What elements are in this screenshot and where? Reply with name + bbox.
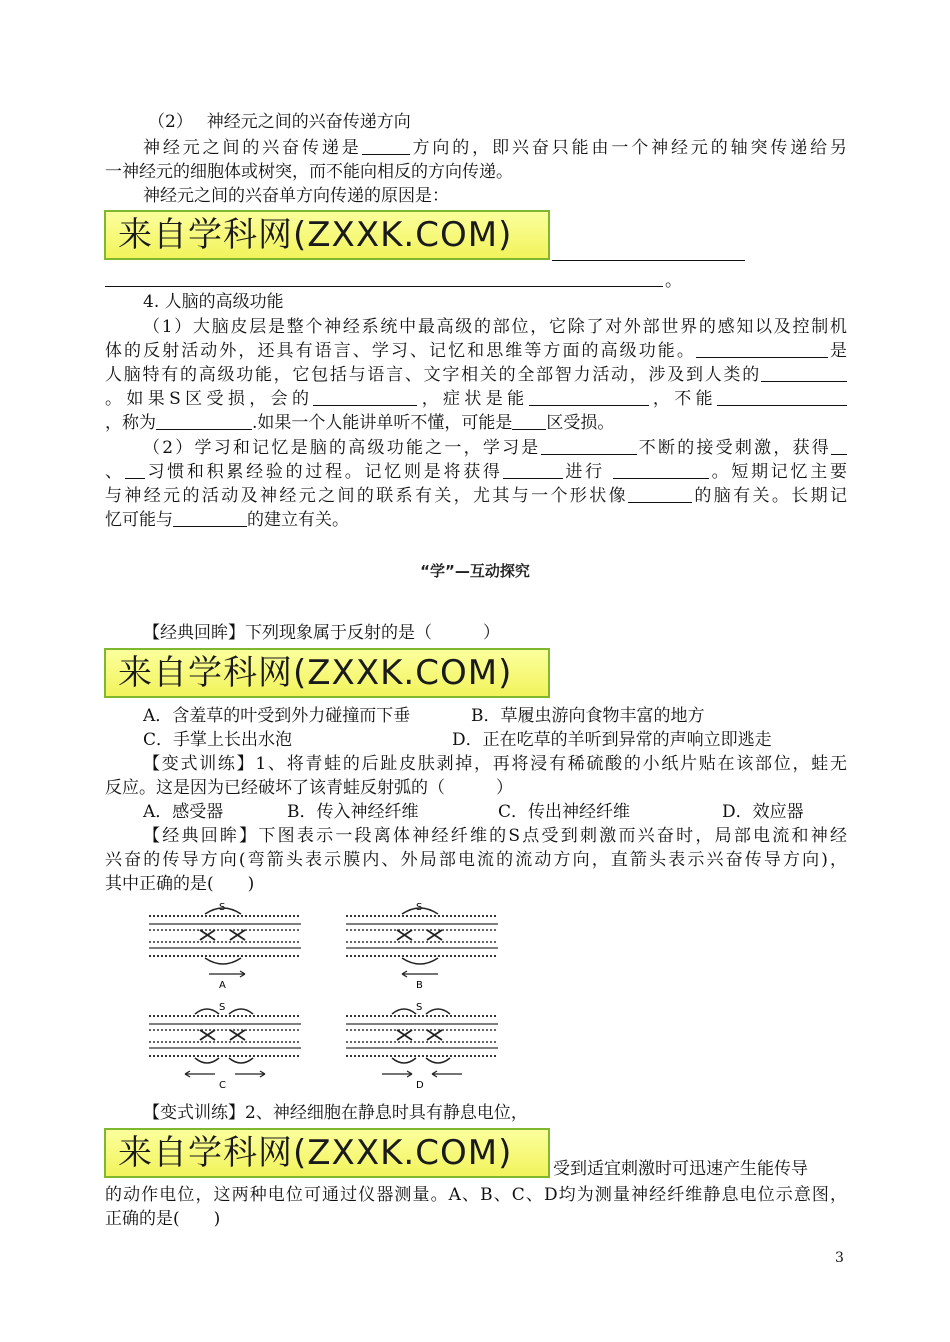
nerve-diagram-c[interactable]	[145, 1000, 305, 1092]
paragraph-line: 神经元之间的兴奋传递是 方向的，即兴奋只能由一个神经元的轴突传递给另	[143, 138, 848, 158]
paragraph-line: （1）大脑皮层是整个神经系统中最高级的部位，它除了对外部世界的感知以及控制机	[143, 317, 847, 337]
question-stem: 【经典回眸】下列现象属于反射的是（ ）	[143, 623, 500, 643]
nerve-diagram-b[interactable]	[342, 900, 502, 992]
question-stem: 正确的是( )	[105, 1209, 221, 1229]
fill-blank[interactable]	[125, 462, 145, 479]
stimulus-label: S	[219, 902, 226, 913]
fill-blank[interactable]	[503, 462, 563, 479]
stimulus-label: S	[416, 1002, 423, 1013]
question-stem: 反应。这是因为已经破坏了该青蛙反射弧的（ ）	[105, 778, 513, 798]
option-c[interactable]: C．传出神经纤维	[498, 802, 631, 822]
fill-blank[interactable]	[313, 389, 417, 406]
fill-blank[interactable]	[541, 438, 637, 455]
fill-blank[interactable]	[717, 389, 847, 406]
fill-blank[interactable]	[831, 438, 847, 455]
stimulus-label: S	[219, 1002, 226, 1013]
answer-line[interactable]	[552, 260, 745, 261]
diagram-label: B	[416, 980, 423, 991]
question-stem: 的动作电位，这两种电位可通过仪器测量。A、B、C、D均为测量神经纤维静息电位示意图，	[105, 1185, 847, 1205]
paragraph-line: 。如果S区受损，会的 ，症状是能 ，不能	[105, 388, 847, 410]
fill-blank[interactable]	[529, 389, 649, 406]
option-c[interactable]: C．手掌上长出水泡	[143, 730, 293, 750]
section-heading: 4. 人脑的高级功能	[143, 292, 284, 312]
question-stem: 【经典回眸】下图表示一段离体神经纤维的S点受到刺激而兴奋时，局部电流和神经	[143, 826, 847, 846]
page-number: 3	[835, 1250, 844, 1266]
option-b[interactable]: B．草履虫游向食物丰富的地方	[471, 706, 705, 726]
fill-blank[interactable]	[512, 413, 546, 430]
end-period: 。	[665, 271, 682, 291]
fill-blank[interactable]	[156, 413, 252, 430]
paragraph-line: 、 习惯和积累经验的过程。记忆则是将获得 进行 。短期记忆主要	[105, 462, 848, 482]
diagram-label: D	[416, 1080, 424, 1091]
paragraph-line: 忆可能与 的建立有关。	[105, 510, 349, 530]
question-stem: 兴奋的传导方向(弯箭头表示膜内、外局部电流的流动方向，直箭头表示兴奋传导方向)，	[105, 850, 847, 870]
option-a[interactable]: A．感受器	[143, 802, 224, 822]
diagram-label: A	[219, 980, 226, 991]
nerve-diagram-a[interactable]	[145, 900, 305, 992]
paragraph-line: 体的反射活动外，还具有语言、学习、记忆和思维等方面的高级功能。 是	[105, 341, 847, 361]
diagram-label: C	[219, 1080, 226, 1091]
fill-blank[interactable]	[613, 462, 709, 479]
question-stem: 其中正确的是( )	[105, 874, 255, 894]
question-stem: 受到适宜刺激时可迅速产生能传导	[553, 1159, 808, 1179]
section-title: “学”—互动探究	[420, 562, 530, 580]
watermark-logo: 来自学科网(ZXXK.COM)	[104, 648, 550, 698]
paragraph-line: （2）学习和记忆是脑的高级功能之一，学习是 不断的接受刺激，获得	[143, 437, 847, 459]
watermark-logo: 来自学科网(ZXXK.COM)	[104, 210, 550, 260]
option-b[interactable]: B．传入神经纤维	[287, 802, 419, 822]
watermark-logo: 来自学科网(ZXXK.COM)	[104, 1128, 550, 1178]
fill-blank[interactable]	[628, 486, 692, 503]
section-heading: （2） 神经元之间的兴奋传递方向	[148, 112, 411, 132]
paragraph-line: 人脑特有的高级功能，它包括与语言、文字相关的全部智力活动，涉及到人类的	[105, 364, 847, 386]
fill-blank[interactable]	[696, 341, 828, 358]
paragraph-line: 一神经元的细胞体或树突，而不能向相反的方向传递。	[105, 162, 513, 182]
question-stem: 【变式训练】1、将青蛙的后趾皮肤剥掉，再将浸有稀硫酸的小纸片贴在该部位，蛙无	[143, 754, 847, 774]
fill-blank[interactable]	[362, 138, 410, 155]
option-d[interactable]: D．正在吃草的羊听到异常的声响立即逃走	[452, 730, 772, 750]
paragraph-line: ，称为 .如果一个人能讲单听不懂，可能是 区受损。	[105, 413, 615, 433]
option-a[interactable]: A．含羞草的叶受到外力碰撞而下垂	[143, 706, 411, 726]
paragraph-line: 与神经元的活动及神经元之间的联系有关，尤其与一个形状像 的脑有关。长期记	[105, 486, 848, 506]
stimulus-label: S	[416, 902, 423, 913]
fill-blank[interactable]	[761, 365, 847, 382]
answer-line[interactable]	[105, 286, 663, 287]
nerve-diagram-d[interactable]	[342, 1000, 502, 1092]
fill-blank[interactable]	[173, 510, 247, 527]
question-stem: 【变式训练】2、神经细胞在静息时具有静息电位，	[143, 1103, 528, 1123]
option-d[interactable]: D．效应器	[722, 802, 804, 822]
paragraph-line: 神经元之间的兴奋单方向传递的原因是：	[143, 186, 449, 206]
